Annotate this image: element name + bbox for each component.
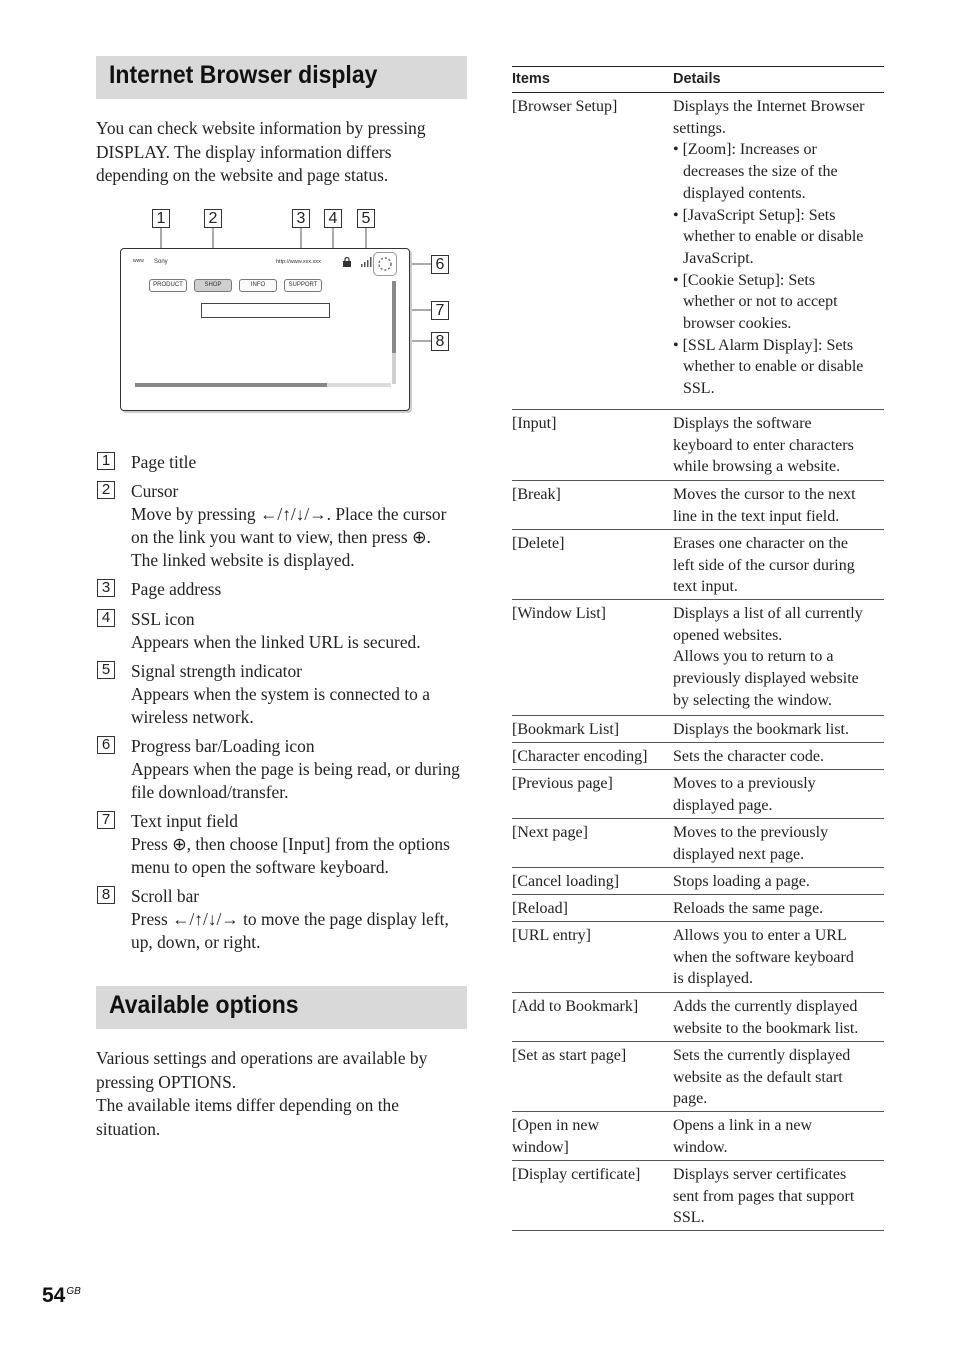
intro-line: pressing OPTIONS. [96,1071,237,1092]
details-cell [673,484,856,527]
details-line: whether to enable or disable [683,358,864,376]
text-input-field[interactable] [201,303,330,318]
table-row [512,819,884,868]
callout-5: 5 [357,209,375,228]
details-cell [673,719,849,741]
details-line: Sets the character code. [673,748,825,765]
intro-line: DISPLAY. The display information differs [96,141,392,162]
details-line: line in the text input field. [673,507,840,525]
details-line: window. [673,1138,728,1156]
legend-text [131,451,196,474]
details-cell [673,603,863,712]
item-cell [512,1115,599,1158]
details-line: displayed contents. [683,184,806,202]
details-line: • [Cookie Setup]: Sets [673,271,816,289]
item-line: [Window List] [512,605,607,622]
legend-line: Progress bar/Loading icon [131,736,315,756]
details-line: displayed page. [673,796,773,814]
legend-number: 4 [97,609,115,627]
details-line: whether or not to accept [683,293,838,311]
details-line: SSL. [683,380,715,398]
details-cell [673,96,865,400]
options-intro-paragraph [96,1047,468,1141]
item-cell [512,719,619,741]
callout-4: 4 [324,209,342,228]
section-header-internet-browser-display [96,56,467,99]
details-line: Opens a link in a new [673,1117,813,1134]
details-line: Displays the software [673,415,812,432]
callout-7: 7 [431,301,449,320]
table-row [512,410,884,481]
table-row [512,868,884,895]
page-title-text: Sony [154,259,168,265]
details-cell [673,925,854,990]
item-line: [Add to Bookmark] [512,998,639,1015]
details-line: by selecting the window. [673,691,832,709]
callout-6: 6 [431,255,449,274]
details-line: whether to enable or disable [683,228,864,246]
details-line: Displays the bookmark list. [673,721,849,738]
legend-line: on the link you want to view, then press ⊕. [131,527,431,547]
item-line: window] [512,1138,569,1156]
legend-line: Signal strength indicator [131,661,302,681]
details-line: website to the bookmark list. [673,1019,859,1037]
details-line: JavaScript. [683,249,754,267]
item-line: [Bookmark List] [512,721,620,738]
details-cell [673,996,858,1039]
legend-line: wireless network. [131,707,254,727]
item-line: [URL entry] [512,927,591,944]
details-line: Displays server certificates [673,1166,847,1183]
item-cell [512,746,647,768]
details-line: Allows you to enter a URL [673,927,847,944]
scroll-bar[interactable] [392,281,396,384]
details-line: Moves to a previously [673,775,816,792]
details-cell [673,533,855,598]
details-line: • [Zoom]: Increases or [673,141,817,159]
item-cell [512,484,561,506]
legend-line: Appears when the system is connected to a [131,684,430,704]
legend-line: Appears when the linked URL is secured. [131,632,421,652]
table-header [512,66,884,93]
details-cell [673,413,854,478]
details-line: text input. [673,578,738,596]
callout-1: 1 [152,209,170,228]
details-cell [673,1115,812,1158]
table-row [512,922,884,993]
legend-text [131,578,221,601]
legend-text [131,608,421,654]
legend-line: Page address [131,579,222,599]
details-line: while browsing a website. [673,458,841,476]
details-line: Erases one character on the [673,535,849,552]
progress-bar [135,383,391,387]
table-row [512,93,884,410]
intro-line: The available items differ depending on the [96,1095,399,1115]
legend-number: 7 [97,811,115,829]
browser-display-diagram [96,204,466,426]
details-line: Allows you to return to a [673,648,834,666]
details-cell [673,898,823,920]
details-cell [673,1045,850,1110]
table-row [512,600,884,716]
table-row [512,743,884,770]
details-cell [673,1164,854,1229]
details-line: opened websites. [673,626,783,644]
item-cell [512,773,613,795]
loading-icon [375,254,395,274]
item-line: [Previous page] [512,775,613,792]
details-line: decreases the size of the [683,163,838,181]
column-header-details: Details [673,71,721,87]
legend-text [131,660,430,729]
intro-line: Various settings and operations are available by [96,1048,428,1068]
legend-number: 8 [97,886,115,904]
legend-text [131,885,449,954]
section-title: Internet Browser display [109,61,378,89]
legend-number: 3 [97,579,115,597]
item-cell [512,996,638,1018]
details-line: displayed next page. [673,845,805,863]
item-cell [512,1045,626,1067]
item-line: [Next page] [512,824,588,841]
legend-text [131,480,446,572]
details-line: Displays the Internet Browser [673,98,865,115]
legend-number: 6 [97,736,115,754]
details-line: Moves the cursor to the next [673,486,856,503]
legend-line: up, down, or right. [131,932,261,952]
details-cell [673,746,824,768]
intro-line: depending on the website and page status. [96,165,389,185]
legend-number: 1 [97,452,115,470]
legend-number: 5 [97,661,115,679]
item-line: [Character encoding] [512,748,648,765]
item-cell [512,898,568,920]
intro-line: situation. [96,1118,161,1139]
legend-line: Move by pressing ←/↑/↓/→. Place the cursor [131,504,447,524]
table-row [512,1112,884,1161]
table-row [512,716,884,743]
details-line: page. [673,1090,708,1108]
page-number-value: 54 [42,1284,66,1307]
legend-line: Scroll bar [131,886,200,906]
legend-text [131,810,450,879]
details-line: settings. [673,119,726,137]
table-row [512,993,884,1042]
item-line: [Open in new [512,1117,600,1134]
details-line: • [SSL Alarm Display]: Sets [673,336,854,354]
callout-3: 3 [292,209,310,228]
column-header-items: Items [512,71,550,87]
callout-2: 2 [204,209,222,228]
item-cell [512,1164,640,1186]
www-icon: www [133,258,144,264]
item-cell [512,413,556,435]
details-line: is displayed. [673,970,753,988]
details-line: previously displayed website [673,670,859,688]
page-region: GB [66,1286,81,1297]
loading-icon-frame [373,252,397,276]
details-line: website as the default start [673,1068,843,1086]
item-line: [Break] [512,486,561,503]
details-line: Stops loading a page. [673,873,810,890]
item-cell [512,925,591,947]
callout-8: 8 [431,332,449,351]
progress-fill [135,383,327,387]
item-cell [512,822,588,844]
item-line: [Input] [512,415,557,432]
details-cell [673,822,828,865]
item-line: [Cancel loading] [512,873,620,890]
page-number [42,1284,81,1308]
item-line: [Set as start page] [512,1047,627,1064]
item-line: [Browser Setup] [512,98,618,115]
nav-button-support[interactable]: SUPPORT [284,279,322,292]
signal-strength-icon [361,257,373,267]
legend-line: SSL icon [131,609,195,629]
item-line: [Delete] [512,535,565,552]
section-title: Available options [109,991,299,1019]
nav-button-shop[interactable]: SHOP [194,279,232,292]
details-line: SSL. [673,1209,705,1227]
legend-line: Press ⊕, then choose [Input] from the options [131,834,450,854]
legend-line: The linked website is displayed. [131,550,355,570]
legend-text [131,735,460,804]
intro-line: You can check website information by pressing [96,118,426,138]
nav-button-info[interactable]: INFO [239,279,277,292]
item-line: [Display certificate] [512,1166,641,1183]
lock-icon [342,257,352,267]
details-line: Adds the currently displayed [673,998,858,1015]
table-row [512,1042,884,1112]
details-line: when the software keyboard [673,948,854,966]
details-line: Reloads the same page. [673,900,824,917]
table-row [512,770,884,819]
legend-line: Appears when the page is being read, or during [131,759,460,779]
legend-line: Cursor [131,481,179,501]
details-line: browser cookies. [683,315,792,333]
legend-number: 2 [97,481,115,499]
item-cell [512,533,564,555]
item-line: [Reload] [512,900,568,917]
details-line: Displays a list of all currently [673,605,863,622]
browser-screen [120,248,410,411]
table-row [512,481,884,530]
intro-paragraph [96,117,468,188]
details-line: Moves to the previously [673,824,829,841]
item-cell [512,871,619,893]
scroll-thumb[interactable] [392,281,396,353]
details-line: left side of the cursor during [673,556,855,574]
table-row [512,1161,884,1231]
item-cell [512,603,606,625]
nav-button-product[interactable]: PRODUCT [149,279,187,292]
section-header-available-options [96,986,467,1029]
legend-line: Press ←/↑/↓/→ to move the page display left, [131,909,449,929]
details-cell [673,773,816,816]
legend-line: file download/transfer. [131,782,289,802]
details-line: Sets the currently displayed [673,1047,851,1064]
details-line: • [JavaScript Setup]: Sets [673,206,836,224]
legend-line: Page title [131,452,197,472]
table-row [512,530,884,600]
legend-line: menu to open the software keyboard. [131,857,389,877]
item-cell [512,96,617,118]
details-cell [673,871,810,893]
details-line: keyboard to enter characters [673,436,854,454]
table-row [512,895,884,922]
details-line: sent from pages that support [673,1187,855,1205]
page-address-text: http://www.xxx.xxx [276,259,321,265]
legend-line: Text input field [131,811,238,831]
